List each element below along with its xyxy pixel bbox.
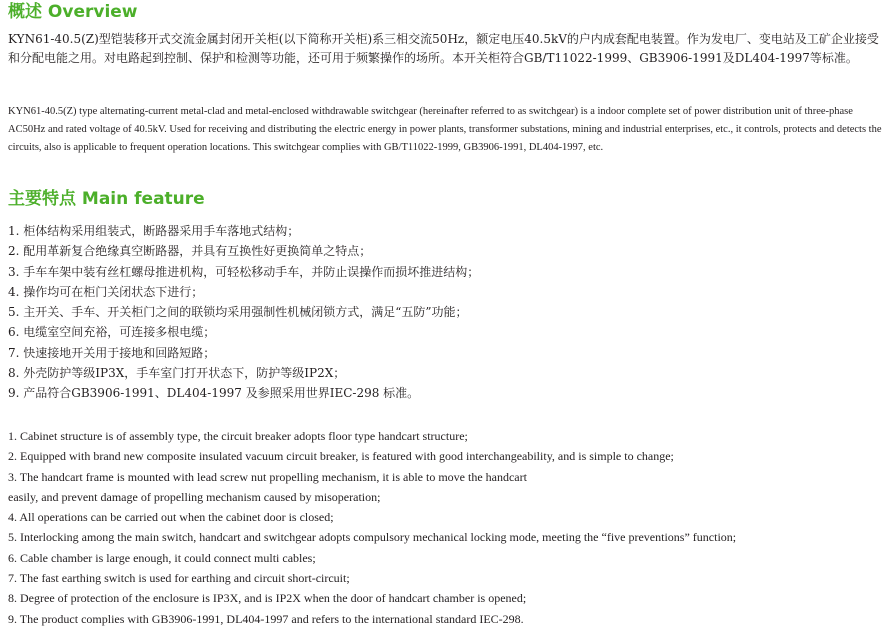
list-item: 8. Degree of protection of the enclosure is IP3X, and is IP2X when the door of handcart chamber is opened; (8, 591, 527, 606)
overview-heading: 概述 Overview (8, 2, 138, 22)
list-item: 9. The product complies with GB3906-1991, DL404-1997 and refers to the international standard IEC-298. (8, 611, 524, 626)
list-item: 6. 电缆室空间充裕，可连接多根电缆； (8, 325, 216, 340)
main-feature-chinese-list (8, 221, 884, 404)
list-item: 8. 外壳防护等级IP3X，手车室门打开状态下，防护等级IP2X； (8, 366, 346, 381)
list-item: 6. Cable chamber is large enough, it could connect multi cables; (8, 550, 316, 565)
main-feature-english-list (8, 426, 884, 629)
list-item: 5. Interlocking among the main switch, handcart and switchgear adopts compulsory mechanical locking mode, meeting the “five preventions” function; (8, 530, 737, 545)
list-item: 1. Cabinet structure is of assembly type, the circuit breaker adopts floor type handcart structure; (8, 429, 468, 443)
list-item: 4. All operations can be carried out when the cabinet door is closed; (8, 510, 334, 525)
list-item: 7. The fast earthing switch is used for earthing and circuit short-circuit; (8, 571, 350, 586)
list-item: 3. The handcart frame is mounted with lead screw nut propelling mechanism, it is able to move the handcart easily, and prevent damage of propelling mechanism caused by misoperation; (8, 469, 527, 504)
list-item: 3. 手车车架中装有丝杠螺母推进机构，可轻松移动手车，并防止误操作而损坏推进结构； (8, 264, 480, 279)
list-item: 5. 主开关、手车、开关柜门之间的联锁均采用强制性机械闭锁方式，满足“五防”功能； (8, 305, 468, 320)
list-item: 2. 配用革新复合绝缘真空断路器，并具有互换性好更换简单之特点； (8, 244, 372, 259)
list-item: 9. 产品符合GB3906-1991、DL404-1997 及参照采用世界IEC-298 标准。 (8, 386, 420, 401)
overview-english-paragraph: KYN61-40.5(Z) type alternating-current metal-clad and metal-enclosed withdrawable switchgear (hereinafter referred to as switchgear) is a indoor complete set of power distribution unit of three-phase AC50Hz and rated voltage of 40.5kV. Used for receiving and distributing the electric energy in power plants, transformer substations, mining and industrial enterprises, etc., it controls, protects and detects the circuits, also is applicable to frequent operation locations. This switchgear complies with GB/T11022-1999, GB3906-1991, DL404-1997, etc. (8, 106, 882, 153)
list-item: 2. Equipped with brand new composite insulated vacuum circuit breaker, is featured with good interchangeability, and is simple to change; (8, 449, 674, 464)
list-item: 7. 快速接地开关用于接地和回路短路； (8, 345, 216, 360)
list-item: 1. 柜体结构采用组装式，断路器采用手车落地式结构； (8, 224, 300, 238)
list-item: 4. 操作均可在柜门关闭状态下进行； (8, 284, 204, 299)
overview-chinese-paragraph: KYN61-40.5(Z)型铠装移开式交流金属封闭开关柜(以下简称开关柜)系三相交流50Hz，额定电压40.5kV的户内成套配电装置。作为发电厂、变电站及工矿企业接受和分配电能之用。对电路起到控制、保护和检测等功能，还可用于频繁操作的场所。本开关柜符合GB/T11022-1999、GB3906-1991及DL404-1997等标准。 (8, 32, 879, 65)
main-feature-heading: 主要特点 Main feature (8, 189, 205, 209)
